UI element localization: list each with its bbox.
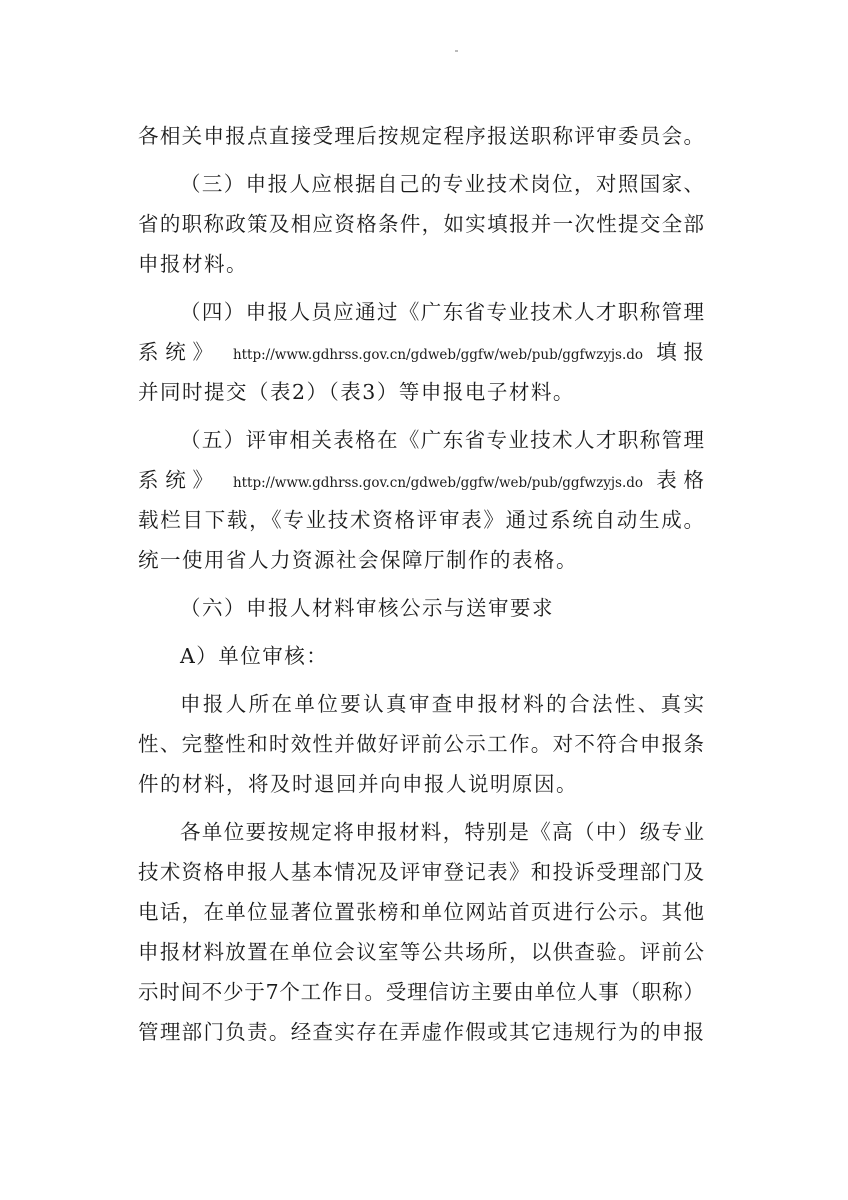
system-url-link[interactable]: http://www.gdhrss.gov.cn/gdweb/ggfw/web/pub/ggfwzyjs.do (232, 475, 644, 491)
scan-mark (455, 50, 458, 52)
document-body (138, 116, 704, 1052)
paragraph-line: 申报材料。 (138, 252, 248, 276)
line-text: 系统》 (138, 340, 220, 364)
paragraph-line: 申报人所在单位要认真审查申报材料的合法性、真实 (180, 692, 704, 716)
paragraph-line: 载栏目下载，《专业技术资格评审表》通过系统自动生成。 (138, 508, 704, 532)
paragraph-line (138, 332, 704, 372)
paragraph-line: 件的材料，将及时退回并向申报人说明原因。 (138, 772, 578, 796)
line-text: 填报 (656, 340, 704, 364)
paragraph-line: （四）申报人员应通过《广东省专业技术人才职称管理 (180, 300, 704, 324)
paragraph-line: 统一使用省人力资源社会保障厅制作的表格。 (138, 548, 578, 572)
paragraph-line: 各单位要按规定将申报材料，特别是《高（中）级专业 (180, 820, 704, 844)
line-text: 表格 (656, 468, 704, 492)
line-text: 系统》 (138, 468, 220, 492)
paragraph-line: 并同时提交（表2）（表3）等申报电子材料。 (138, 380, 575, 404)
paragraph-line: （五）评审相关表格在《广东省专业技术人才职称管理 (180, 428, 704, 452)
paragraph-line: 各相关申报点直接受理后按规定程序报送职称评审委员会。 (138, 124, 704, 148)
paragraph-line: 技术资格申报人基本情况及评审登记表》和投诉受理部门及 (138, 860, 704, 884)
paragraph-line: 申报材料放置在单位会议室等公共场所，以供查验。评前公 (138, 940, 704, 964)
paragraph-line: 示时间不少于7个工作日。受理信访主要由单位人事（职称） (138, 980, 704, 1004)
paragraph-line: 性、完整性和时效性并做好评前公示工作。对不符合申报条 (138, 732, 704, 756)
paragraph-line: 管理部门负责。经查实存在弄虚作假或其它违规行为的申报 (138, 1020, 704, 1044)
subsection-heading: A）单位审核： (180, 644, 329, 668)
paragraph-line: （三）申报人应根据自己的专业技术岗位，对照国家、 (180, 172, 704, 196)
paragraph-line: 电话，在单位显著位置张榜和单位网站首页进行公示。其他 (138, 900, 704, 924)
paragraph-line (138, 460, 704, 500)
system-url-link[interactable]: http://www.gdhrss.gov.cn/gdweb/ggfw/web/pub/ggfwzyjs.do (232, 347, 644, 363)
section-heading: （六）申报人材料审核公示与送审要求 (180, 596, 554, 620)
paragraph-line: 省的职称政策及相应资格条件，如实填报并一次性提交全部 (138, 212, 704, 236)
